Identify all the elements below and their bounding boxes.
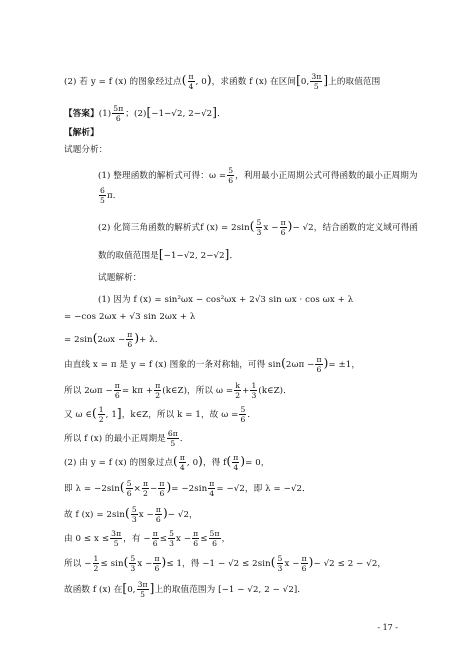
solution-line-10: 故 f (x) = 2sin( $\frac{5}{3}$ x − $\frac{\pi}{6}$ )− √2， [64, 505, 198, 524]
analysis-step-1-period: $\frac{6}{5}$ π． [100, 186, 122, 205]
solution-line-2: = −cos 2ωx + √3 sin 2ωx + λ [64, 312, 196, 322]
analysis-label: 【解析】 [64, 128, 99, 138]
analysis-step-1: (1) 整理函数的解析式可得：ω = $\frac{5}{6}$ ，利用最小正周期公式可得函数的最小正周期为 [98, 166, 418, 185]
solution-line-7: 所以 f (x) 的最小正周期是 $\frac{6\pi}{5}$ ． [64, 429, 189, 448]
fraction: $\frac{\pi}{4}$ [188, 72, 194, 91]
solution-line-6: 又 ω ∈( $\frac{1}{2}$ , 1]，k∈Z，所以 k = 1，故 ω = $\frac{5}{6}$ ． [64, 405, 257, 424]
solution-line-11: 由 0 ≤ x ≤ $\frac{3\pi}{5}$ ，有 − $\frac{\pi}{6}$ ≤ $\frac{5}{3}$ x − $\frac{\pi}{6}$ ≤ $\frac{5\pi}{6}$ ， [64, 529, 231, 548]
solution-line-8: (2) 由 y = f (x) 的图象过点( $\frac{\pi}{4}$ , 0)，得 f( $\frac{\pi}{4}$ )= 0， [64, 453, 270, 472]
solution-line-1: (1) 因为 f (x) = sin²ωx − cos²ωx + 2√3 sin ωx · cos ωx + λ [98, 295, 354, 305]
analysis-step-2-range: 数的取值范围是[−1−√2, 2−√2]． [98, 247, 239, 261]
solution-line-5: 所以 2ωπ − $\frac{\pi}{6}$ = kπ + $\frac{\pi}{2}$ (k∈Z)，所以 ω = $\frac{k}{2}$ + $\frac{1}{3}$ (k∈Z)． [64, 381, 292, 400]
solution-line-4: 由直线 x = π 是 y = f (x) 图象的一条对称轴，可得 sin(2ωπ − $\frac{\pi}{6}$ )= ±1， [64, 355, 361, 374]
page-number: - 17 - [377, 623, 398, 632]
solution-line-9: 即 λ = −2sin( $\frac{5}{6}$ × $\frac{\pi}{2}$ − $\frac{\pi}{6}$ )= −2sin $\frac{\pi}{4}$ = −√2，即 λ = −√2． [64, 479, 311, 498]
solution-line-12: 所以 − $\frac{1}{2}$ ≤ sin( $\frac{5}{3}$ x − $\frac{\pi}{6}$ )≤ 1，得 −1 − √2 ≤ 2sin( $\frac{5}{3}$ x − $\frac{\pi}{6}$ )− √2 ≤ 2 − √2， [64, 554, 387, 573]
problem-2: (2) 若 y = f (x) 的图象经过点( $\frac{\pi}{4}$ , 0)，求函数 f (x) 在区间[0, $\frac{3\pi}{5}$ ]上的取值范围 [64, 72, 381, 91]
analysis-step-2: (2) 化简三角函数的解析式f (x) = 2sin( $\frac{5}{3}$ x − $\frac{\pi}{6}$ )− √2，结合函数的定义域可得函 [98, 218, 419, 237]
solution-line-13: 故函数 f (x) 在[0, $\frac{3\pi}{5}$ ]上的取值范围为 [−1 − √2, 2 − √2]． [64, 580, 307, 599]
detail-heading: 试题解析： [98, 273, 142, 283]
analysis-intro: 试题分析： [64, 145, 108, 155]
solution-line-3: = 2sin(2ωx − $\frac{\pi}{6}$ )+ λ． [64, 330, 164, 349]
answer-line: 【答案】(1) $\frac{5\pi}{6}$ ；(2)[−1−√2, 2−√2]． [64, 104, 226, 123]
